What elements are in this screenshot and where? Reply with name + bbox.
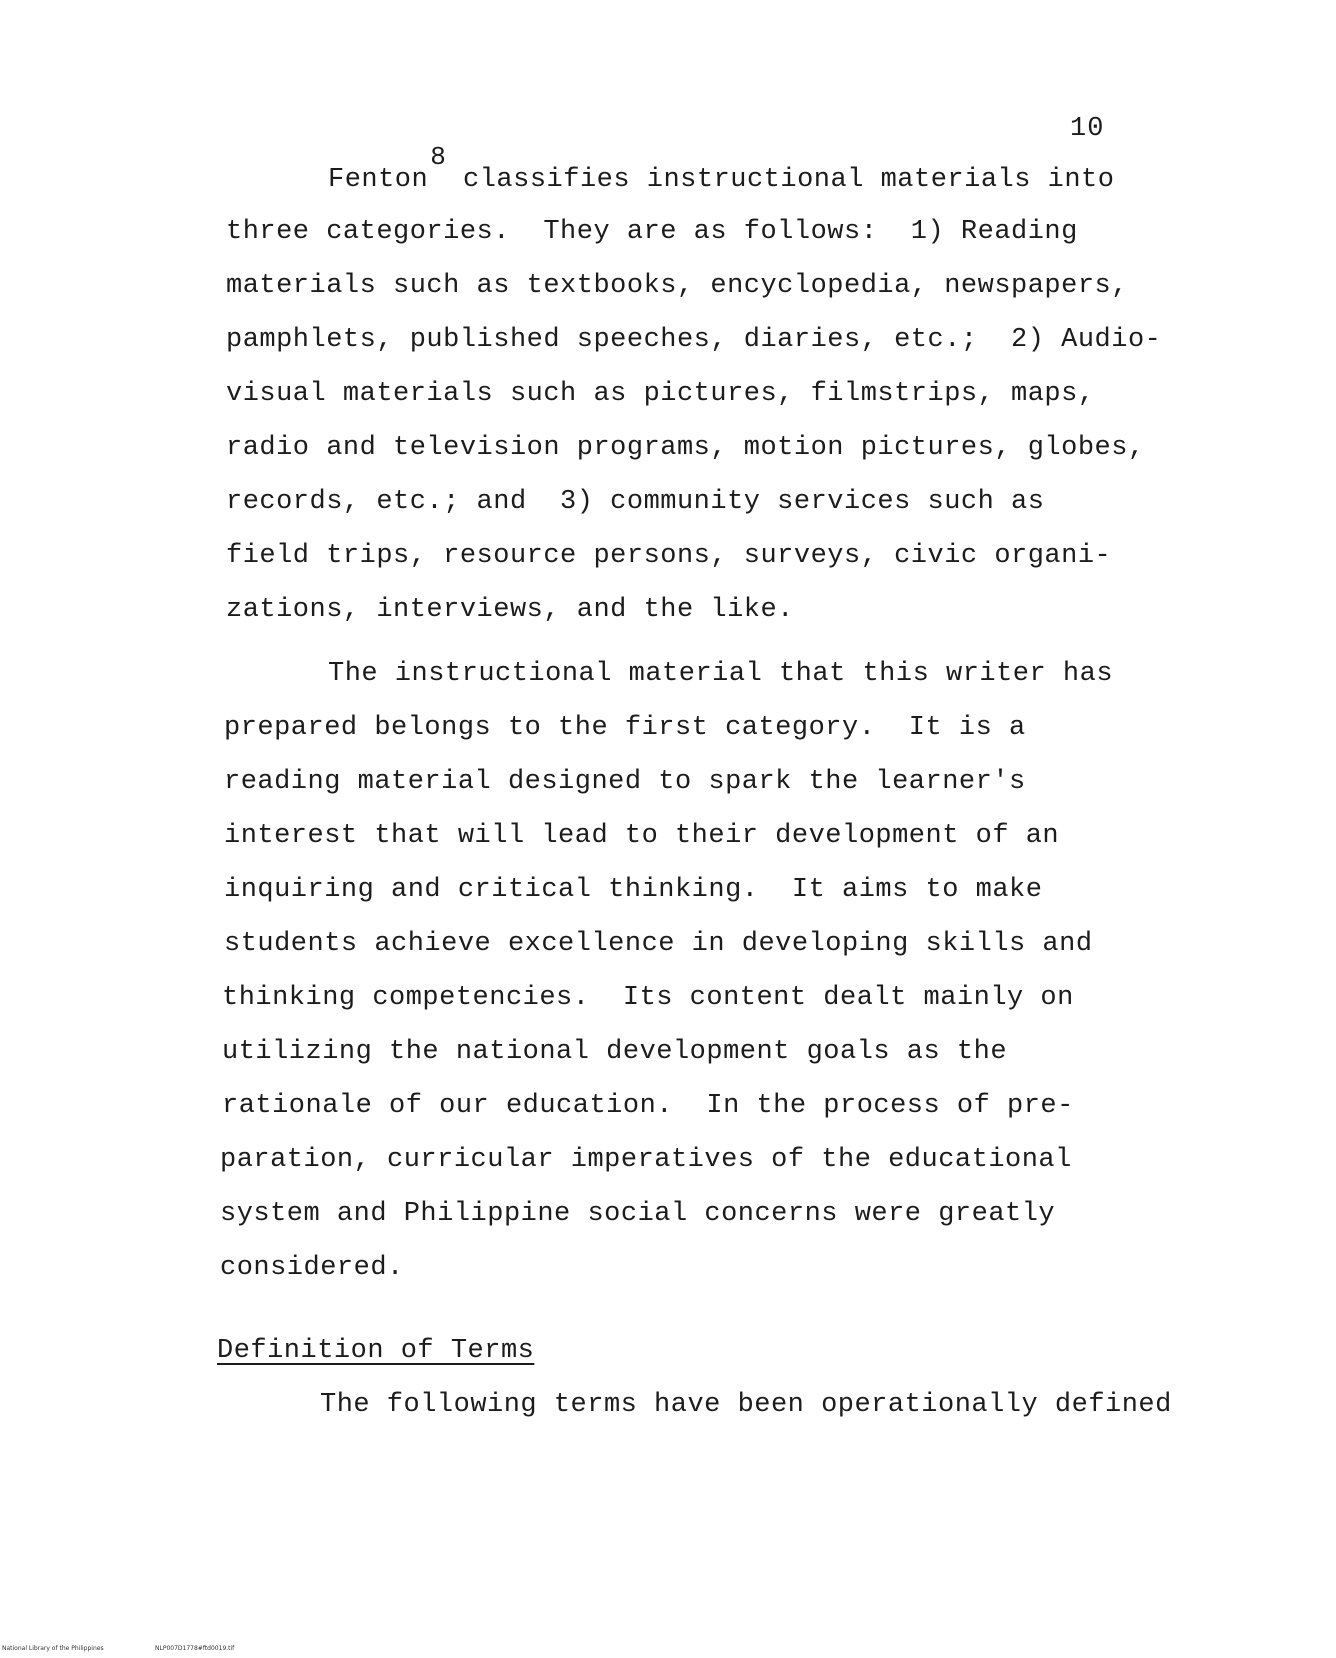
text-line: classifies instructional materials into <box>446 165 1115 195</box>
paragraph-1-line-6: radio and television programs, motion pictures, globes, <box>226 433 1145 463</box>
paragraph-1-line-7: records, etc.; and 3) community services such as <box>226 487 1045 517</box>
paragraph-2-line-2: prepared belongs to the first category. It is a <box>224 713 1026 743</box>
paragraph-1-line-5: visual materials such as pictures, filmstrips, maps, <box>226 379 1095 409</box>
paragraph-1-line-3: materials such as textbooks, encyclopedia, newspapers, <box>226 271 1128 301</box>
paragraph-2-line-5: inquiring and critical thinking. It aims to make <box>224 875 1043 905</box>
paragraph-2-line-10: paration, curricular imperatives of the educational <box>220 1145 1072 1175</box>
paragraph-2-line-4: interest that will lead to their development of an <box>224 821 1060 851</box>
paragraph-1-line-4: pamphlets, published speeches, diaries, etc.; 2) Audio- <box>226 325 1162 355</box>
paragraph-1-line-9: zations, interviews, and the like. <box>226 595 794 625</box>
page-number: 10 <box>1070 114 1105 144</box>
paragraph-2-line-3: reading material designed to spark the learner's <box>224 767 1026 797</box>
section-heading: Definition of Terms <box>217 1336 535 1366</box>
paragraph-2-line-11: system and Philippine social concerns were greatly <box>220 1199 1056 1229</box>
paragraph-1-line-2: three categories. They are as follows: 1) Reading <box>226 217 1078 247</box>
paragraph-2-line-1: The instructional material that this writer has <box>328 659 1114 689</box>
paragraph-2-line-8: utilizing the national development goals as the <box>222 1037 1008 1067</box>
footnote-marker: 8 <box>430 142 447 172</box>
paragraph-2-line-6: students achieve excellence in developing skills and <box>224 929 1093 959</box>
paragraph-1-line-1 <box>328 142 1115 195</box>
paragraph-2-line-12: considered. <box>220 1253 404 1283</box>
footer-file-id: NLP007D1778#ftd0019.tif <box>155 1645 235 1652</box>
author-name: Fenton <box>328 165 429 195</box>
paragraph-3-line-1: The following terms have been operationally defined <box>320 1390 1172 1420</box>
paragraph-2-line-9: rationale of our education. In the process of pre- <box>222 1091 1074 1121</box>
paragraph-1-line-8: field trips, resource persons, surveys, civic organi- <box>226 541 1112 571</box>
footer-library: National Library of the Philippines <box>2 1645 104 1652</box>
paragraph-2-line-7: thinking competencies. Its content dealt mainly on <box>222 983 1074 1013</box>
